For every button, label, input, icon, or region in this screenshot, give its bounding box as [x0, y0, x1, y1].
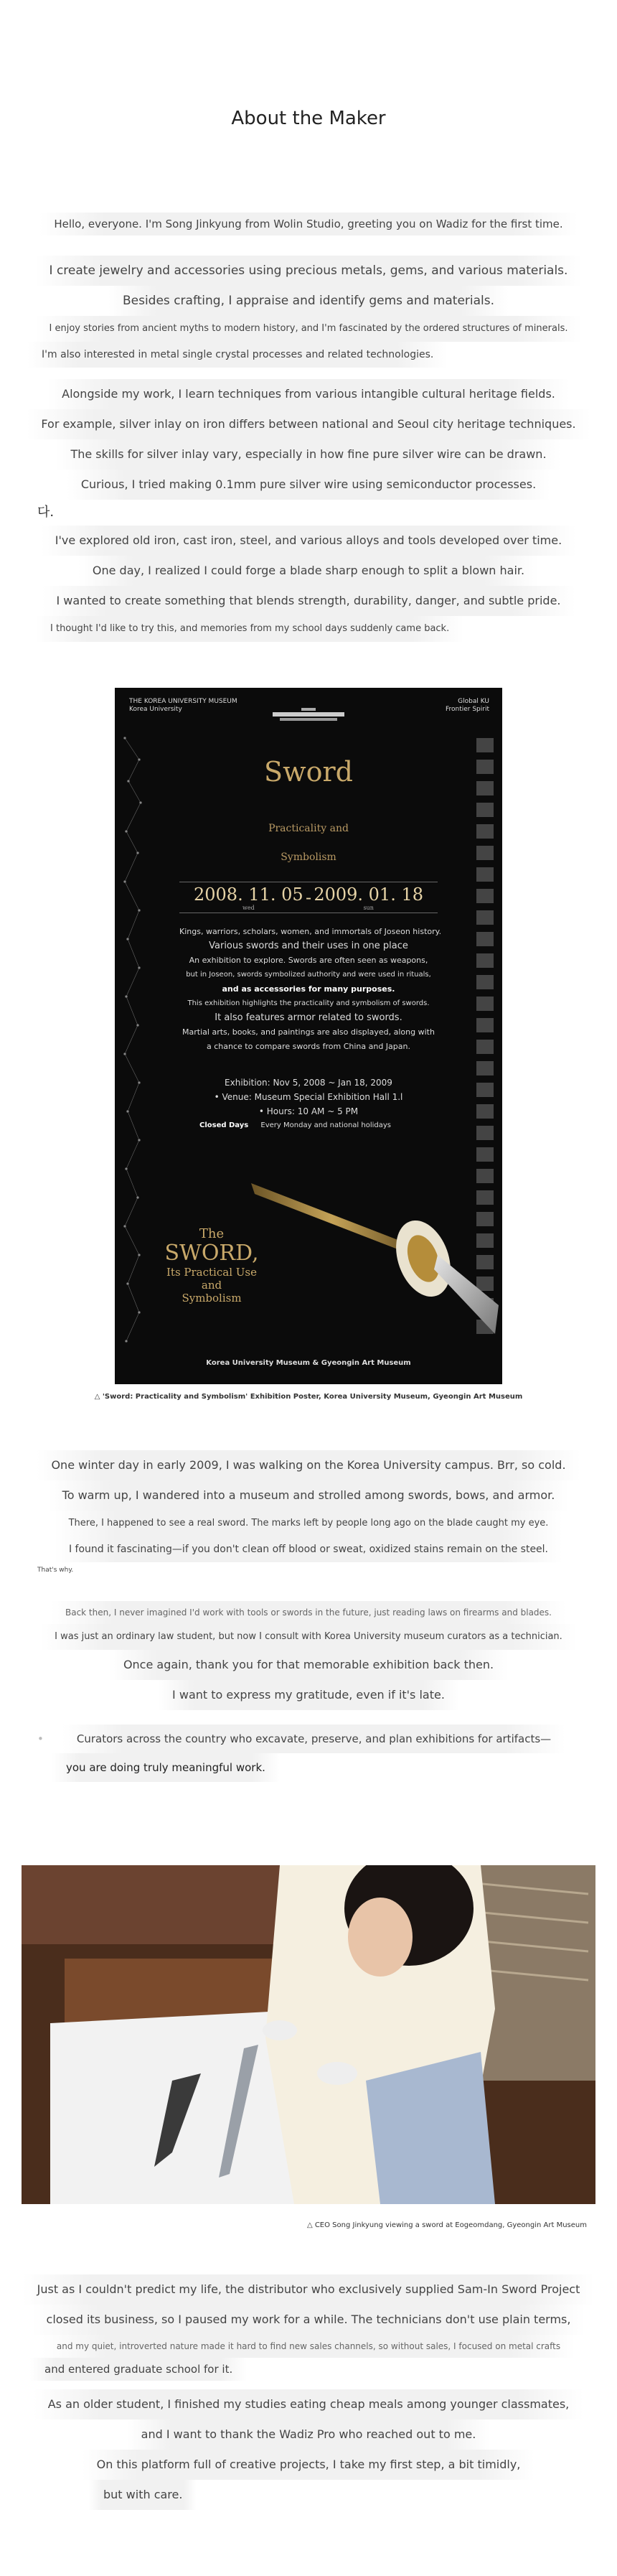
- date-start-label: wed: [242, 904, 255, 911]
- poster-caption: △ 'Sword: Practicality and Symbolism' Exhibition Poster, Korea University Museum, Gyeongin Art Museum: [94, 1393, 523, 1401]
- poster-line: It also features armor related to swords.: [215, 1012, 402, 1023]
- text-line: • Curators across the country who excavate, preserve, and plan exhibitions for artifacts—: [0, 1725, 617, 1753]
- closed-text: Every Monday and national holidays: [260, 1121, 391, 1129]
- maker-photo: [22, 1865, 595, 2204]
- date-end-label: sun: [363, 904, 374, 911]
- text-line: you are doing truly meaningful work.: [0, 1753, 617, 1782]
- big-line: Its Practical Use: [166, 1266, 257, 1279]
- exhibition-poster: [115, 688, 502, 1384]
- date-start: [194, 885, 303, 911]
- big-the: The: [199, 1226, 225, 1241]
- text-line: closed its business, so I paused my work for a while. The technicians don't use plain terms,: [0, 2305, 617, 2335]
- photo-illustration-icon: [22, 1865, 595, 2204]
- section-2: [0, 379, 617, 526]
- date-end-value: 2009. 01. 18: [314, 884, 423, 905]
- text-line: The skills for silver inlay vary, especially in how fine pure silver wire can be drawn.: [0, 439, 617, 470]
- poster-line: Various swords and their uses in one place: [209, 941, 408, 951]
- section-8: [0, 2389, 617, 2510]
- text-line: Besides crafting, I appraise and identify gems and materials.: [0, 286, 617, 316]
- date-end: [314, 885, 423, 911]
- intro-section: [0, 213, 617, 235]
- big-line: and: [201, 1279, 222, 1292]
- text-line: One winter day in early 2009, I was walking on the Korea University campus. Brr, so cold.: [0, 1450, 617, 1480]
- text-line: I found it fascinating—if you don't clean off blood or sweat, oxidized stains remain on the steel.: [0, 1536, 617, 1562]
- section-4: [0, 1450, 617, 1578]
- poster-line: Martial arts, books, and paintings are also displayed, along with: [182, 1027, 435, 1037]
- section-7: [0, 2274, 617, 2381]
- section-1: [0, 256, 617, 368]
- section-3: [0, 526, 617, 642]
- poster-line: An exhibition to explore. Swords are often seen as weapons,: [189, 956, 428, 965]
- closed-label: Closed Days: [199, 1121, 249, 1129]
- text-line: and my quiet, introverted nature made it hard to find new sales channels, so without sales, I focused on metal crafts: [0, 2335, 617, 2358]
- poster-sub-2: Symbolism: [281, 851, 336, 863]
- poster-description: [179, 925, 442, 1054]
- text-line: I thought I'd like to try this, and memories from my school days suddenly came back.: [0, 616, 617, 642]
- sword-logo-icon: [265, 702, 352, 731]
- text-line: I want to express my gratitude, even if it's late.: [0, 1680, 617, 1710]
- text-line: That's why.: [37, 1567, 74, 1574]
- poster-line: This exhibition highlights the practicality and symbolism of swords.: [187, 999, 430, 1007]
- text-line: Once again, thank you for that memorable exhibition back then.: [0, 1650, 617, 1680]
- org-line: THE KOREA UNIVERSITY MUSEUM: [129, 698, 237, 705]
- text-line: To warm up, I wandered into a museum and strolled among swords, bows, and armor.: [0, 1480, 617, 1511]
- text-line: One day, I realized I could forge a blade sharp enough to split a blown hair.: [0, 556, 617, 586]
- date-separator: -: [305, 887, 312, 907]
- text-line: 다.: [37, 505, 55, 520]
- poster-dates: [179, 882, 438, 913]
- text-line: I was just an ordinary law student, but now I consult with Korea University museum curators as a technician.: [0, 1624, 617, 1650]
- sword-image-icon: [244, 1119, 502, 1355]
- org-line: Korea University: [129, 706, 182, 713]
- big-sword: SWORD,: [164, 1241, 259, 1266]
- poster-org-right: [446, 698, 489, 714]
- text-line: As an older student, I finished my studies eating cheap meals among younger classmates,: [0, 2389, 617, 2419]
- text-line: Just as I couldn't predict my life, the distributor who exclusively supplied Sam-In Sword Project: [0, 2274, 617, 2305]
- bullet-icon: •: [37, 1732, 44, 1745]
- section-6: [0, 1725, 617, 1782]
- photo-caption: △ CEO Song Jinkyung viewing a sword at Eogeomdang, Gyeongin Art Museum: [306, 2221, 587, 2229]
- org-line: Global KU: [458, 698, 489, 705]
- text-line: I've explored old iron, cast iron, steel, and various alloys and tools developed over time.: [0, 526, 617, 556]
- big-line: Symbolism: [182, 1292, 242, 1305]
- text-line: Alongside my work, I learn techniques from various intangible cultural heritage fields.: [0, 379, 617, 409]
- poster-line: a chance to compare swords from China and Japan.: [207, 1042, 410, 1051]
- poster-line: but in Joseon, swords symbolized authority and were used in rituals,: [186, 971, 431, 979]
- info-line: • Hours: 10 AM ~ 5 PM: [258, 1106, 359, 1116]
- greeting-text: Hello, everyone. I'm Song Jinkyung from Wolin Studio, greeting you on Wadiz for the first time.: [0, 213, 617, 235]
- info-line: • Venue: Museum Special Exhibition Hall 1.l: [214, 1092, 403, 1102]
- text-line: I enjoy stories from ancient myths to modern history, and I'm fascinated by the ordered structures of minerals.: [0, 316, 617, 342]
- text-line: but with care.: [0, 2480, 617, 2510]
- text-line: I'm also interested in metal single crystal processes and related technologies.: [0, 342, 617, 368]
- text-line: and entered graduate school for it.: [0, 2358, 617, 2381]
- poster-headline: Sword: [264, 756, 353, 788]
- poster-sub-1: Practicality and: [268, 823, 349, 834]
- poster-title-block: [154, 1226, 269, 1305]
- date-start-value: 2008. 11. 05: [194, 884, 303, 905]
- text-line: Curious, I tried making 0.1mm pure silver wire using semiconductor processes.: [0, 470, 617, 500]
- text-line: There, I happened to see a real sword. The marks left by people long ago on the blade caught my eye.: [0, 1511, 617, 1536]
- text-line: Back then, I never imagined I'd work with tools or swords in the future, just reading laws on firearms and blades.: [0, 1601, 617, 1624]
- info-line: Exhibition: Nov 5, 2008 ~ Jan 18, 2009: [225, 1078, 392, 1088]
- org-line: Frontier Spirit: [445, 706, 489, 713]
- text-line: and I want to thank the Wadiz Pro who reached out to me.: [0, 2419, 617, 2450]
- poster-line: and as accessories for many purposes.: [222, 984, 395, 994]
- poster-org-left: [129, 698, 237, 714]
- text-line: For example, silver inlay on iron differs between national and Seoul city heritage techniques.: [0, 409, 617, 439]
- section-5: [0, 1601, 617, 1710]
- text-line: I create jewelry and accessories using precious metals, gems, and various materials.: [0, 256, 617, 286]
- poster-footer: Korea University Museum & Gyeongin Art Museum: [206, 1359, 411, 1367]
- poster-line: Kings, warriors, scholars, women, and immortals of Joseon history.: [179, 927, 442, 936]
- text-line: On this platform full of creative projects, I take my first step, a bit timidly,: [0, 2450, 617, 2480]
- text-line: I wanted to create something that blends strength, durability, danger, and subtle pride.: [0, 586, 617, 616]
- page-title: About the Maker: [231, 108, 386, 129]
